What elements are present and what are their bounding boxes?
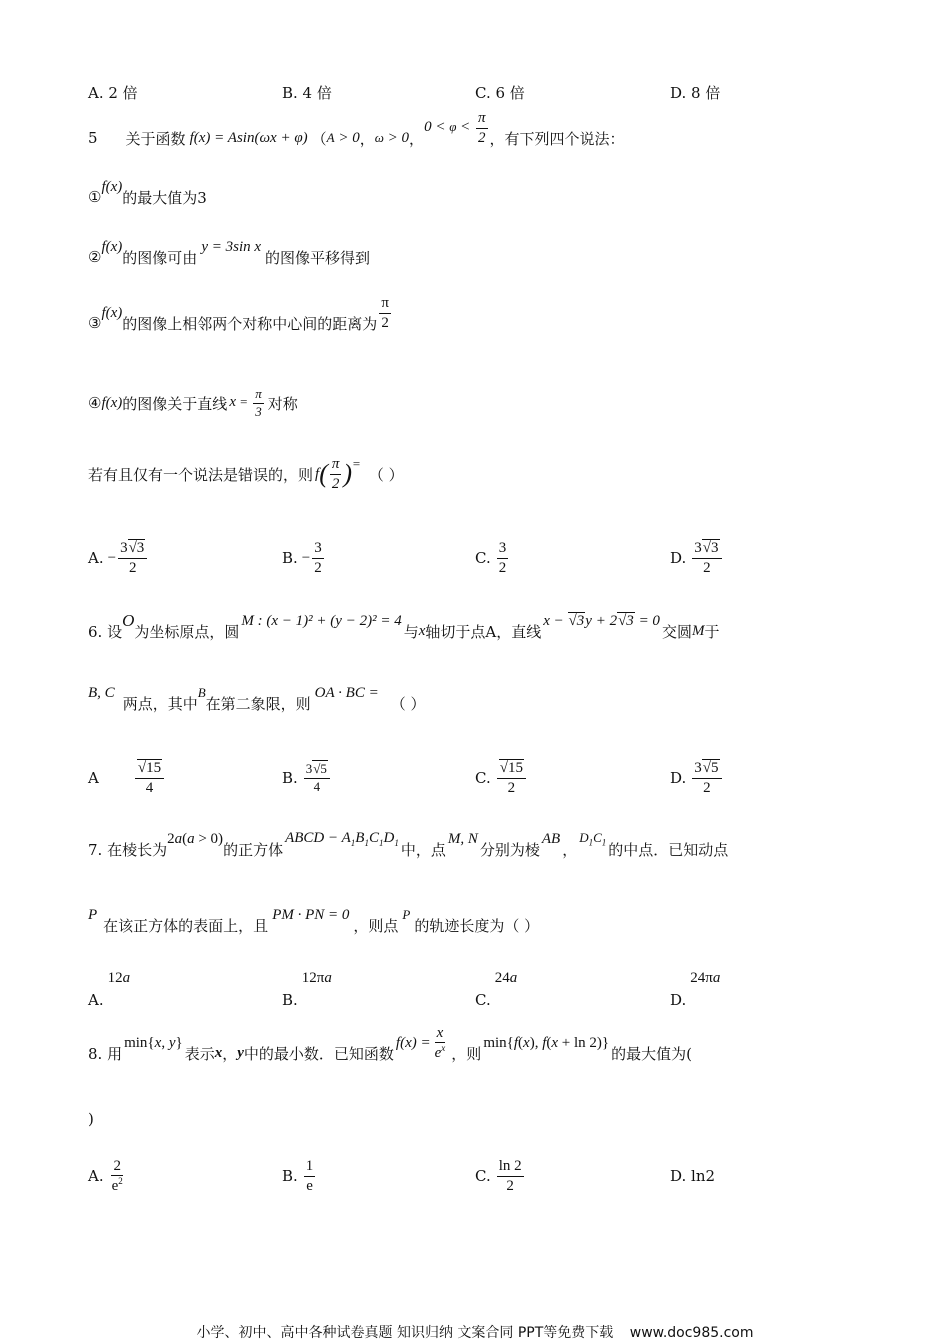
q7-option-c: C. 24a xyxy=(475,969,518,1009)
q8-line-1: 8. 用 min{x, y} 表示 x ， y 中的最小数．已知函数 f ( x ) = $\frac{x}{e^x}$ ，则 min{f(x), f(x + ln 2)} 的最大值为( xyxy=(88,1024,692,1063)
q5-s4-text2: 对称 xyxy=(267,394,298,413)
q5-s3-fraction: $\frac{\pi}{2}$ xyxy=(381,295,389,331)
q7-option-a: A. 12a xyxy=(88,969,131,1009)
q6-option-c: C. $\frac{√15}{2}$ xyxy=(475,748,528,808)
q5-s4-text1: 的图像关于直线 xyxy=(122,394,228,413)
q5-s4-line-eq: x = $\frac{\pi}{3}$ xyxy=(229,386,262,419)
q5-s2-mark: ② xyxy=(88,248,102,266)
q5-statement-4 xyxy=(88,380,890,426)
q8-min-expr: min{f(x), f(x + ln 2)} xyxy=(483,1034,610,1051)
q5-f-pi-over-2: f ( $\frac{\pi}{2}$ ) = xyxy=(315,456,361,492)
footer-text: 小学、初中、高中各种试卷真题 知识归纳 文案合同 PPT等免费下载 xyxy=(196,1325,614,1341)
q8-options xyxy=(88,1146,888,1206)
q5-s2-formula: y = 3sin x xyxy=(201,238,262,255)
q8-option-c: C. $\frac{\ln 2}{2}$ xyxy=(475,1158,522,1194)
q4-option-a: A. 2 倍 xyxy=(88,83,138,102)
q5-s4-fx: f(x) xyxy=(101,394,123,411)
q7-option-b: B. 12πa xyxy=(282,969,332,1009)
q6-circle-eq: M : (x − 1)² + (y − 2)² = 4 xyxy=(241,612,402,629)
q5-stem-suffix: ，有下列四个说法： xyxy=(489,129,625,148)
q6-option-d: D. $\frac{3√5}{2}$ xyxy=(670,748,724,808)
q5-cond-omega: ω > 0 xyxy=(374,129,410,146)
q6-line-eq: x − √3y + 2√3 = 0 xyxy=(543,612,660,629)
q5-s2-text1: 的图像可由 xyxy=(122,248,198,267)
q7-line-1: 7. 在棱长为 2a(a > 0) 的正方体 ABCD − $A_1B_1C_1D_1$ 中，点 M, N 分别为棱 AB ， $D_1C_1$ 的中点．已知动点 xyxy=(88,830,729,859)
q5-cond-a: A > 0 xyxy=(326,129,360,146)
q6-line-2: B, C 两点，其中 B 在第二象限，则 OA · BC = （ ） xyxy=(88,684,426,713)
q6-option-b: B. $\frac{3√5}{4}$ xyxy=(282,748,332,808)
q4-option-b: B. 4 倍 xyxy=(282,83,332,102)
q6-dot-product: OA · BC = xyxy=(314,684,379,701)
q5-s3-fx: f(x) xyxy=(101,304,123,321)
q5-statement-1 xyxy=(88,178,890,212)
q5-option-c: C. $\frac{3}{2}$ xyxy=(475,540,507,576)
footer-url[interactable]: www.doc985.com xyxy=(629,1325,754,1341)
q7-cube-name: ABCD − $A_1B_1C_1D_1$ xyxy=(285,830,399,848)
q5-stem: 5 关于函数 f(x) = Asin(ωx + φ) （ A > 0 ， ω > 0 ， 0 < φ < $\frac{\pi}{2}$ ，有下列四个说法： xyxy=(88,110,625,148)
q5-paren: （ ） xyxy=(368,465,404,484)
q5-stem-prefix: 关于函数 xyxy=(125,129,186,148)
q5-options xyxy=(88,528,888,588)
q5-cond-phi: 0 < φ < $\frac{\pi}{2}$ xyxy=(424,110,486,146)
q5-s1-fx: f(x) xyxy=(101,178,123,195)
q6-paren: （ ） xyxy=(390,694,426,713)
q5-s2-text2: 的图像平移得到 xyxy=(265,248,371,267)
q8-line-2: ) xyxy=(88,1110,94,1128)
footer xyxy=(0,1322,950,1342)
q5-s4-mark: ④ xyxy=(88,394,102,412)
q7-condition: PM · PN = 0 xyxy=(272,906,350,923)
q5-statement-2 xyxy=(88,238,890,272)
q5-number: 5 xyxy=(88,129,98,147)
q5-option-d: D. $\frac{3√3}{2}$ xyxy=(670,528,724,588)
q8-option-a: A. $\frac{2}{e^2}$ xyxy=(88,1157,123,1194)
q5-question xyxy=(88,446,890,502)
q5-s2-fx: f(x) xyxy=(101,238,123,255)
q8-function: f ( x ) = $\frac{x}{e^x}$ xyxy=(395,1024,446,1061)
q6-option-a: A $\frac{√15}{4}$ xyxy=(88,748,166,808)
q8-option-d: D. ln2 xyxy=(670,1167,716,1185)
q5-s1-text: 的最大值为3 xyxy=(122,188,207,207)
q4-option-c: C. 6 倍 xyxy=(475,83,525,102)
q7-option-d: D. 24πa xyxy=(670,969,721,1009)
q8-option-b: B. $\frac{1}{e}$ xyxy=(282,1158,314,1194)
q5-statement-3 xyxy=(88,295,890,348)
q5-ask: 若有且仅有一个说法是错误的，则 xyxy=(88,465,314,484)
q7-options xyxy=(88,958,888,1018)
q5-option-b: B. − $\frac{3}{2}$ xyxy=(282,540,322,576)
q5-option-a: A. − $\frac{3√3}{2}$ xyxy=(88,528,149,588)
q5-function-formula: f(x) = Asin(ωx + φ) xyxy=(189,129,308,146)
q7-line-2: P 在该正方体的表面上，且 PM · PN = 0 ，则点 P 的轨迹长度为（ ） xyxy=(88,906,540,935)
q6-options xyxy=(88,748,888,808)
q5-s1-mark: ① xyxy=(88,188,102,206)
q5-s3-text: 的图像上相邻两个对称中心间的距离为 xyxy=(122,314,378,333)
q5-s3-mark: ③ xyxy=(88,314,102,332)
q5-cond-open: （ xyxy=(311,131,327,148)
q6-l1-a: 6. 设 xyxy=(88,622,123,641)
q4-option-d: D. 8 倍 xyxy=(670,83,721,102)
q6-line-1: 6. 设 O 为坐标原点，圆 M : (x − 1)² + (y − 2)² = 4 与 x 轴切于点A，直线 x − √3y + 2√3 = 0 交圆 M 于 xyxy=(88,611,720,641)
